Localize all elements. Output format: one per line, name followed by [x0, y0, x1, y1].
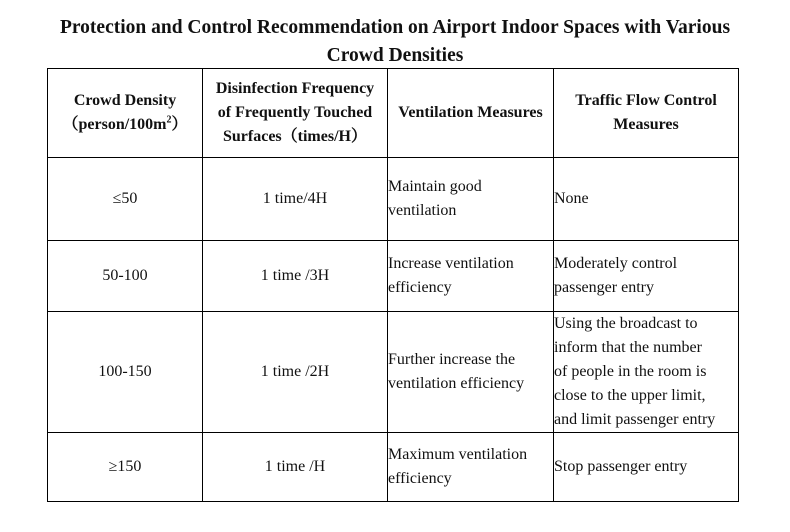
- cell-line: Increase ventilation: [388, 255, 514, 272]
- cell-line: Maximum ventilation: [388, 446, 528, 463]
- crowd-density-cell: ≥150: [48, 433, 203, 502]
- disinfection-cell: 1 time /3H: [203, 241, 388, 312]
- header-unit-prefix: （person/100m: [62, 116, 167, 133]
- cell-line: close to the upper limit,: [554, 387, 706, 404]
- header-ventilation-measures: [388, 69, 554, 158]
- cell-line: Further increase the: [388, 351, 516, 368]
- cell-line: efficiency: [388, 279, 452, 296]
- cell-line: None: [554, 190, 589, 207]
- cell-line: Stop passenger entry: [554, 458, 688, 475]
- ventilation-cell: [388, 433, 554, 502]
- document-title: [0, 14, 790, 70]
- header-line: Surfaces（times/H）: [223, 128, 367, 145]
- crowd-density-cell: 100-150: [48, 312, 203, 433]
- table-row: [48, 312, 739, 433]
- header-line: of Frequently Touched: [217, 104, 373, 121]
- traffic-control-cell: [554, 158, 739, 241]
- cell-line: Maintain good: [388, 178, 482, 195]
- cell-line: ventilation efficiency: [388, 375, 525, 392]
- cell-line: passenger entry: [554, 279, 654, 296]
- header-line: Measures: [613, 116, 679, 133]
- header-line: [50, 113, 200, 137]
- traffic-control-cell: [554, 241, 739, 312]
- header-crowd-density: [48, 69, 203, 158]
- ventilation-cell: [388, 312, 554, 433]
- header-traffic-flow-control: [554, 69, 739, 158]
- cell-line: Moderately control: [554, 255, 678, 272]
- ventilation-cell: [388, 158, 554, 241]
- cell-line: inform that the number: [554, 339, 702, 356]
- title-line-2: Crowd Densities: [326, 45, 464, 66]
- header-unit-suffix: ）: [171, 116, 188, 133]
- table-row: [48, 158, 739, 241]
- table-row: [48, 433, 739, 502]
- disinfection-cell: 1 time /H: [203, 433, 388, 502]
- title-line-1: Protection and Control Recommendation on Airport Indoor Spaces with Various: [59, 17, 731, 38]
- table-row: [48, 241, 739, 312]
- cell-line: and limit passenger entry: [554, 411, 716, 428]
- crowd-density-cell: 50-100: [48, 241, 203, 312]
- cell-line: Using the broadcast to: [554, 315, 698, 332]
- disinfection-cell: 1 time/4H: [203, 158, 388, 241]
- traffic-control-cell: [554, 312, 739, 433]
- table-header-row: [48, 69, 739, 158]
- header-unit-superscript: 2: [166, 114, 172, 126]
- header-line: Crowd Density: [73, 92, 177, 109]
- crowd-density-cell: ≤50: [48, 158, 203, 241]
- disinfection-cell: 1 time /2H: [203, 312, 388, 433]
- cell-line: ventilation: [388, 202, 457, 219]
- header-line: Traffic Flow Control: [575, 92, 717, 109]
- recommendation-table: [47, 68, 739, 502]
- header-disinfection-frequency: [203, 69, 388, 158]
- cell-line: of people in the room is: [554, 363, 707, 380]
- traffic-control-cell: [554, 433, 739, 502]
- cell-line: efficiency: [388, 470, 452, 487]
- ventilation-cell: [388, 241, 554, 312]
- header-line: Disinfection Frequency: [215, 80, 375, 97]
- header-line: Ventilation Measures: [398, 104, 543, 121]
